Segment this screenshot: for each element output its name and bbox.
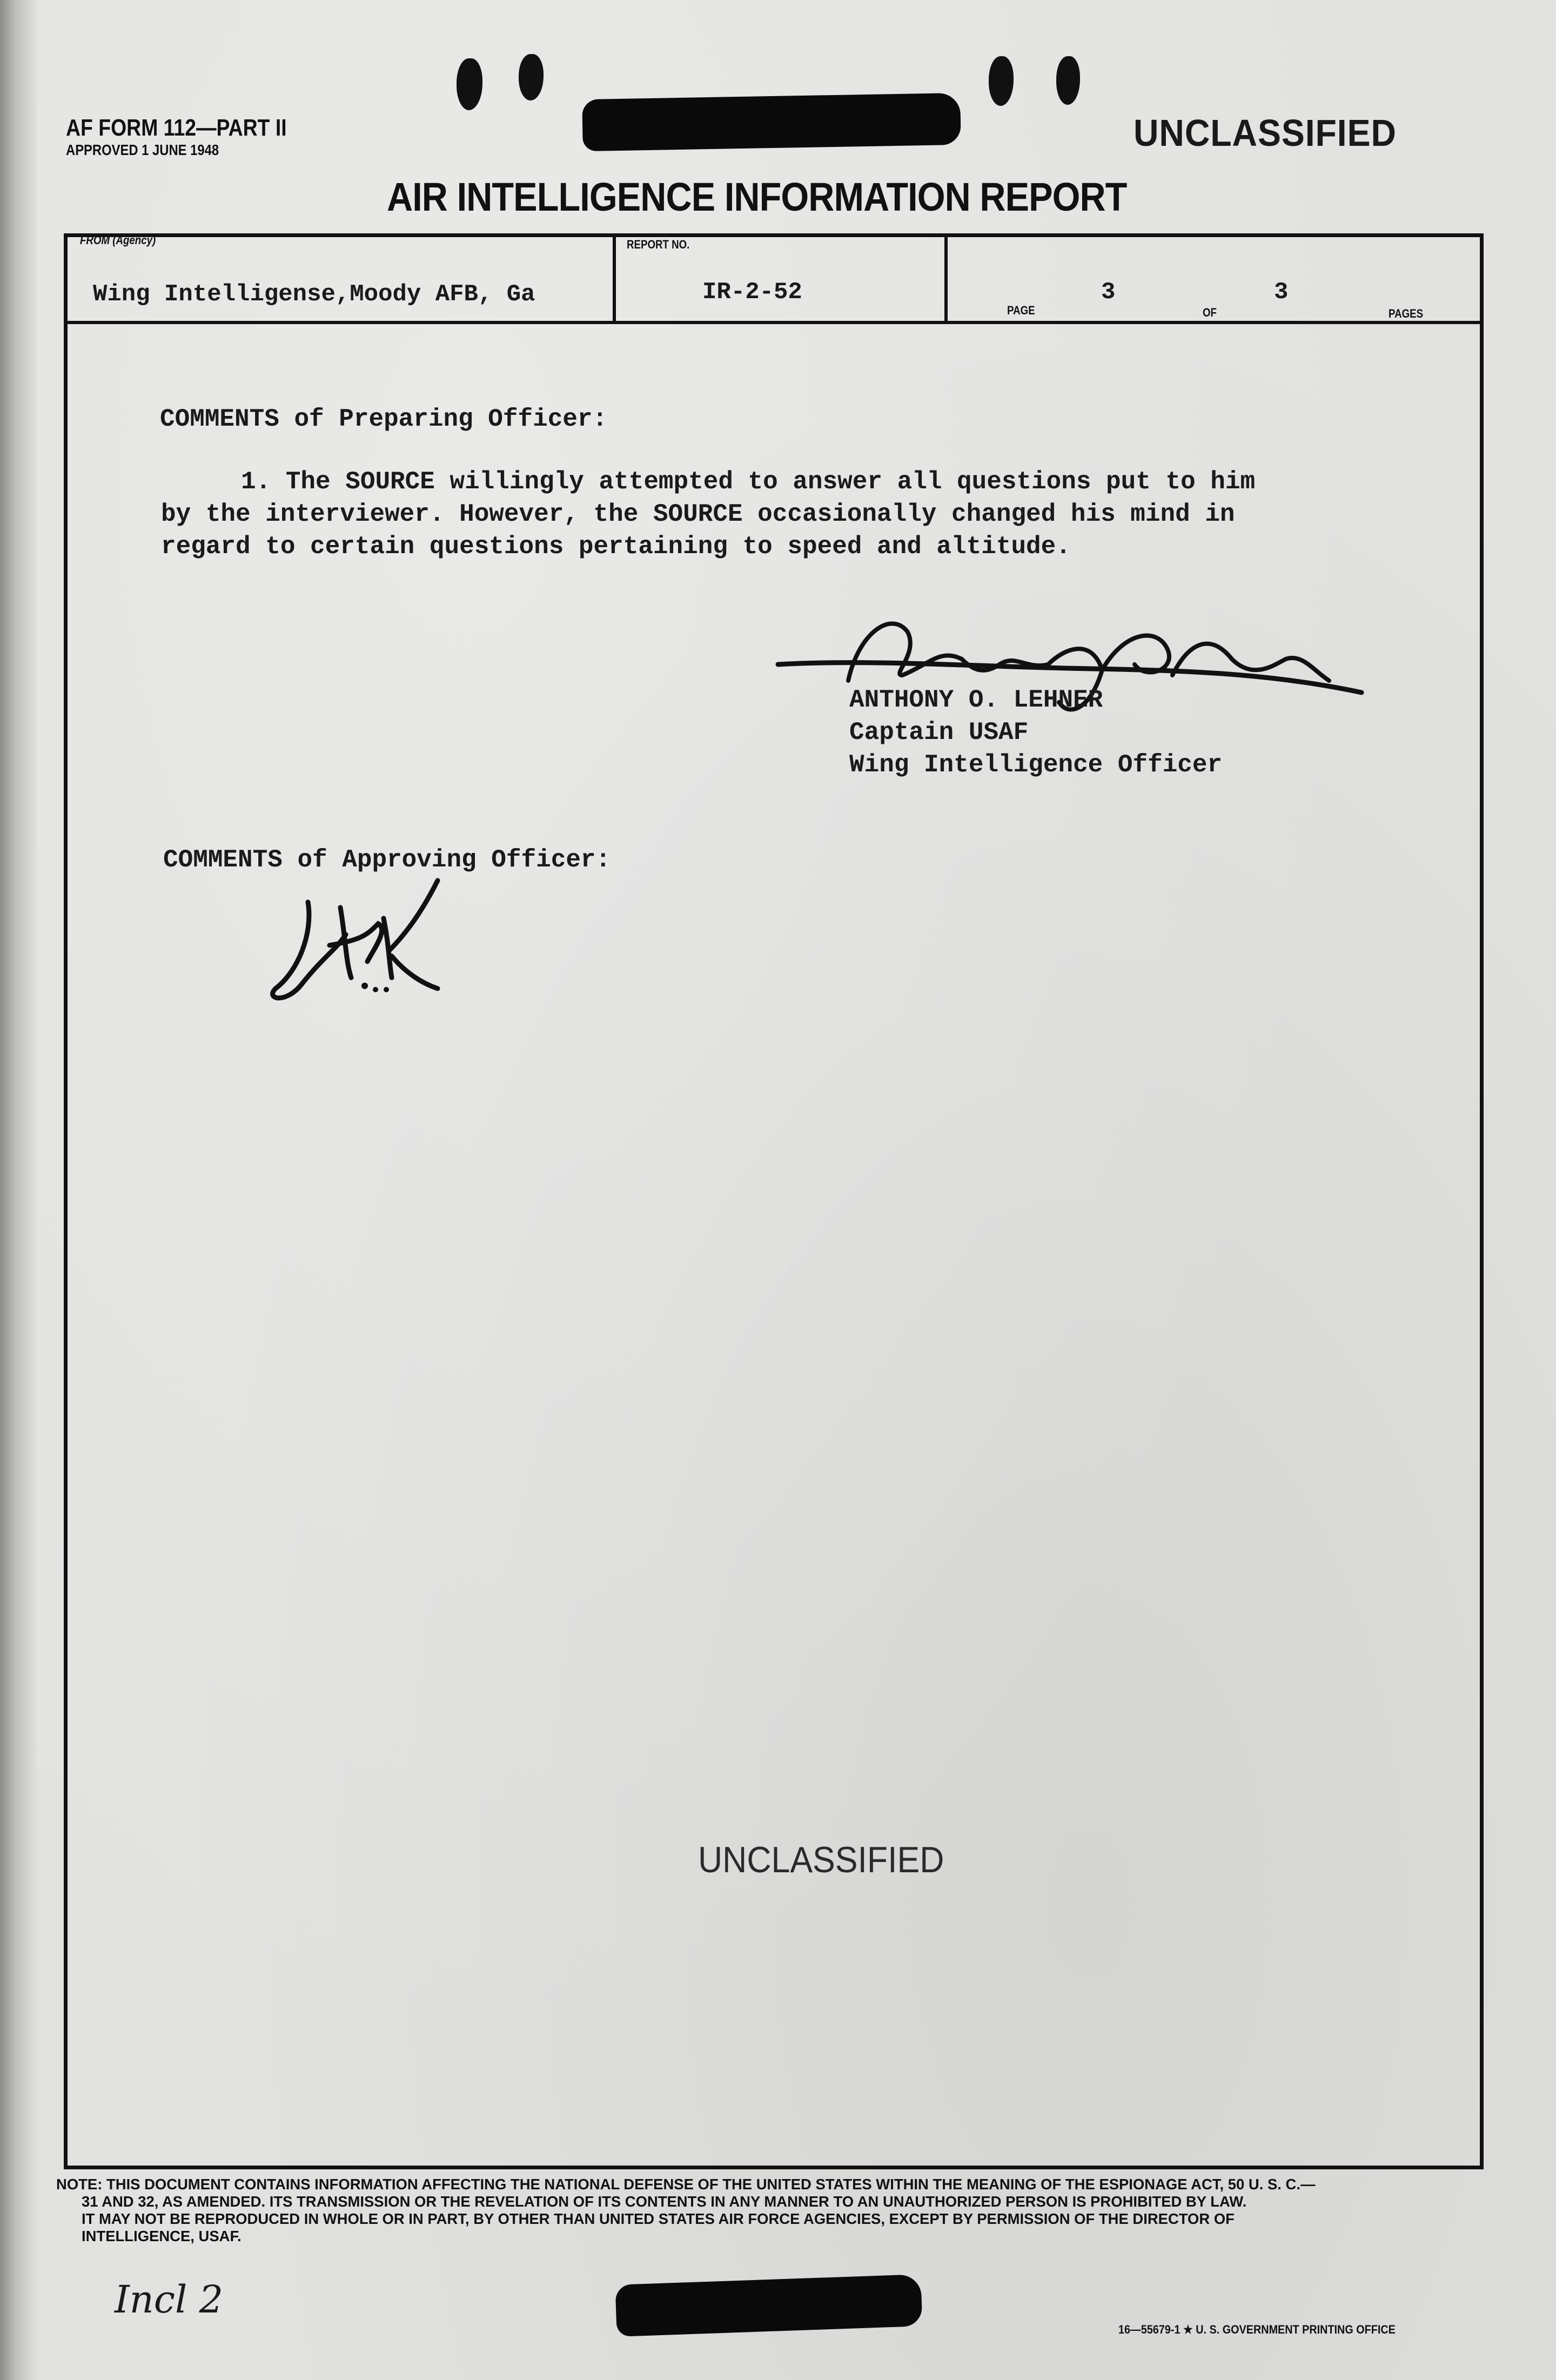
- page-value: 3: [1101, 279, 1116, 306]
- paragraph-line-1: 1. The SOURCE willingly attempted to answer all questions put to him: [241, 468, 1256, 496]
- notice-line-3: IT MAY NOT BE REPRODUCED IN WHOLE OR IN PART, BY OTHER THAN UNITED STATES AIR FORCE AGENCIES, EXCEPT BY PERMISSION OF THE DIRECTOR OF: [82, 2210, 1235, 2227]
- classification-top: UNCLASSIFIED: [1134, 112, 1397, 154]
- notice-line-2: 31 AND 32, AS AMENDED. ITS TRANSMISSION OR THE REVELATION OF ITS CONTENTS IN ANY MANNER TO AN UNAUTHORIZED PERSON IS PROHIBITED BY LAW.: [82, 2193, 1247, 2210]
- redaction-mark-top: [582, 93, 961, 151]
- signature-rank: Captain USAF: [849, 718, 1029, 747]
- paragraph-line-2: by the interviewer. However, the SOURCE occasionally changed his mind in: [161, 500, 1235, 528]
- of-value: 3: [1274, 279, 1289, 306]
- signature-name: ANTHONY O. LEHNER: [849, 686, 1103, 714]
- page-label: PAGE: [1007, 304, 1035, 317]
- approving-officer-heading: COMMENTS of Approving Officer:: [163, 846, 611, 874]
- handwritten-note: Incl 2: [115, 2277, 224, 2322]
- espionage-notice: [56, 2176, 1475, 2245]
- paragraph-line-3: regard to certain questions pertaining to speed and altitude.: [161, 533, 1071, 561]
- classification-bottom: UNCLASSIFIED: [698, 1839, 944, 1880]
- redaction-mark-bottom: [615, 2274, 922, 2337]
- column-divider-2: [944, 233, 948, 323]
- punch-hole-right: [989, 56, 1014, 106]
- from-value: Wing Intelligense,Moody AFB, Ga: [93, 281, 535, 308]
- notice-line-1: NOTE: THIS DOCUMENT CONTAINS INFORMATION AFFECTING THE NATIONAL DEFENSE OF THE UNITED STATES WITHIN THE MEANING OF THE ESPIONAGE ACT, 50 U. S. C.—: [56, 2176, 1316, 2193]
- of-label: OF: [1203, 306, 1217, 319]
- signature-title: Wing Intelligence Officer: [849, 751, 1223, 779]
- pages-label: PAGES: [1389, 307, 1424, 320]
- punch-hole-right-2: [1056, 56, 1080, 105]
- preparing-officer-heading: COMMENTS of Preparing Officer:: [160, 405, 608, 433]
- form-id: AF FORM 112—PART II: [66, 115, 287, 141]
- report-no-label: REPORT NO.: [627, 238, 690, 251]
- approval-date: APPROVED 1 JUNE 1948: [66, 142, 219, 158]
- header-divider: [64, 321, 1484, 324]
- column-divider-1: [613, 233, 616, 323]
- report-title: AIR INTELLIGENCE INFORMATION REPORT: [387, 174, 1127, 219]
- punch-hole-left: [457, 58, 482, 110]
- print-code: 16—55679-1 ★ U. S. GOVERNMENT PRINTING OFFICE: [1118, 2323, 1396, 2336]
- from-label: FROM (Agency): [80, 233, 156, 247]
- approving-officer-initials: [265, 870, 459, 1016]
- page-edge-shadow: [0, 0, 38, 2380]
- punch-hole-left-2: [519, 54, 544, 100]
- notice-line-4: INTELLIGENCE, USAF.: [82, 2228, 242, 2244]
- report-no-value: IR-2-52: [702, 279, 802, 306]
